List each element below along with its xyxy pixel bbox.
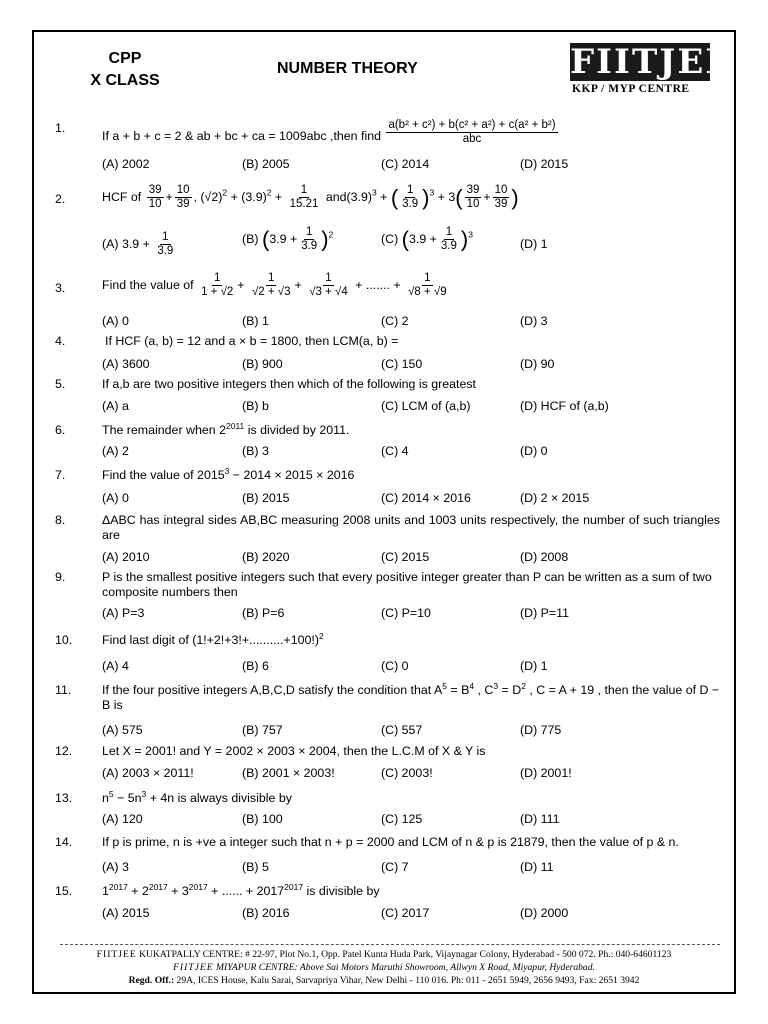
question-text: If a,b are two positive integers then which of the following is greatest <box>102 377 476 391</box>
frac-num: 1 <box>406 184 414 196</box>
opt-frac <box>299 226 319 253</box>
q8-option-d: (D) 2008 <box>520 550 569 564</box>
frac-num: 1 <box>213 272 221 284</box>
q2-frac-4 <box>400 184 420 211</box>
question-number: 9. <box>55 570 66 584</box>
question-text <box>102 420 720 438</box>
q12-option-c: (C) 2003! <box>381 766 433 780</box>
q1-option-d: (D) 2015 <box>520 157 569 171</box>
sup: 2017 <box>108 881 128 892</box>
q3-text: Find the value of <box>102 277 194 292</box>
q3-frac-1 <box>199 272 235 299</box>
q14-option-a: (A) 3 <box>102 860 129 874</box>
question-text <box>102 465 720 483</box>
frac-num: 1 <box>162 231 169 243</box>
q11-text-e: , C = A + 19 , then the value of D − B is <box>102 683 720 712</box>
q14-option-b: (B) 5 <box>242 860 269 874</box>
q14-option-c: (C) 7 <box>381 860 409 874</box>
q6-option-d: (D) 0 <box>520 444 548 458</box>
question-text: Find the value of $\frac{1}{1 + √2}$ + $\frac{1}{√2 + √3}$ + $\frac{1}{√3 + √4}$ + ....... + $\frac{1}{√8 + √9}$ <box>102 272 447 298</box>
fiitjee-logo: FIITJEE <box>570 42 734 82</box>
q4-option-b: (B) 900 <box>242 357 283 371</box>
q1-text: If a + b + c = 2 & ab + bc + ca = 1009abc ,then find <box>102 128 381 143</box>
q13-text-c: + 4n is always divisible by <box>146 791 292 805</box>
q3-dots: + ....... + <box>355 277 401 292</box>
q15-option-c: (C) 2017 <box>381 906 430 920</box>
question-number: 3. <box>55 281 66 295</box>
q5-option-c: (C) LCM of (a,b) <box>381 399 471 413</box>
cpp-label <box>80 48 170 92</box>
q5-option-d: (D) HCF of (a,b) <box>520 399 609 413</box>
q3-option-b: (B) 1 <box>242 314 269 328</box>
q15-text-c: + 3 <box>167 884 189 898</box>
frac-den: 10 <box>148 198 162 210</box>
frac-den: √8 + √9 <box>408 286 447 298</box>
frac-den: 1 + √2 <box>201 286 234 298</box>
frac-den: 10 <box>466 198 480 210</box>
q4-option-a: (A) 3600 <box>102 357 150 371</box>
q15-option-b: (B) 2016 <box>242 906 290 920</box>
q1-frac-num: a(b² + c²) + b(c² + a²) + c(a² + b²) <box>388 119 556 131</box>
option-label: (A) 3.9 + <box>102 236 150 251</box>
opt-base: 3.9 + <box>408 231 437 246</box>
q15-text-a: 1 <box>102 884 109 898</box>
frac-den: 3.9 <box>301 240 318 252</box>
frac-den: 3.9 <box>440 240 457 252</box>
q2-text-b: , (√2) <box>193 189 223 204</box>
question-text <box>102 119 720 150</box>
q10-option-d: (D) 1 <box>520 659 548 673</box>
centre-label: KKP / MYP CENTRE <box>572 83 690 95</box>
sup: 3 <box>493 680 499 691</box>
q1-option-c: (C) 2014 <box>381 157 430 171</box>
q14-option-d: (D) 11 <box>520 860 554 874</box>
q2-frac-5 <box>465 184 482 211</box>
q1-option-a: (A) 2002 <box>102 157 150 171</box>
q2-frac-6 <box>493 184 510 211</box>
q2-option-a <box>102 231 177 258</box>
q4-option-c: (C) 150 <box>381 357 423 371</box>
question-number: 11. <box>55 683 72 697</box>
question-number: 8. <box>55 513 66 527</box>
question-text <box>102 881 720 899</box>
question-text <box>102 630 720 648</box>
question-number: 1. <box>55 121 66 135</box>
q7-text-b: − 2014 × 2015 × 2016 <box>229 468 355 482</box>
q13-text-b: − 5n <box>113 791 142 805</box>
question-text: ΔABC has integral sides AB,BC measuring 2008 units and 1003 units respectively, the number of such triangles are <box>102 513 720 542</box>
class-text: X CLASS <box>90 72 160 89</box>
q11-option-d: (D) 775 <box>520 723 562 737</box>
q10-text: Find last digit of (1!+2!+3!+..........+100!) <box>102 633 319 647</box>
question-number: 12. <box>55 744 73 758</box>
frac-num: 39 <box>148 184 162 196</box>
q7-text-a: Find the value of 2015 <box>102 468 225 482</box>
option-label: (B) <box>242 231 259 246</box>
frac-den: √2 + √3 <box>251 286 291 298</box>
sup: 3 <box>141 788 147 799</box>
footer-line-1 <box>34 949 734 960</box>
q10-option-c: (C) 0 <box>381 659 409 673</box>
frac-den: 15.21 <box>289 198 319 210</box>
footer-line-2 <box>34 962 734 973</box>
q6-option-b: (B) 3 <box>242 444 269 458</box>
question-number: 14. <box>55 835 73 849</box>
q11-text-b: = B <box>446 683 470 697</box>
question-text: Let X = 2001! and Y = 2002 × 2003 × 2004, then the L.C.M of X & Y is <box>102 744 486 758</box>
q5-option-a: (A) a <box>102 399 129 413</box>
page-title: NUMBER THEORY <box>277 60 418 77</box>
option-label: (C) <box>381 231 399 246</box>
q13-option-c: (C) 125 <box>381 812 423 826</box>
question-number: 15. <box>55 884 73 898</box>
opt-base: 3.9 + <box>269 231 298 246</box>
question-text: P is the smallest positive integers such that every positive integer greater than P can be written as a sum of two composite numbers then <box>102 570 712 599</box>
q3-option-c: (C) 2 <box>381 314 409 328</box>
question-number: 5. <box>55 377 66 391</box>
sup: 2017 <box>284 881 304 892</box>
q1-fraction <box>386 119 557 146</box>
q3-frac-4 <box>406 272 449 299</box>
sup: 5 <box>442 680 447 691</box>
question-number: 13. <box>55 791 73 805</box>
question-number: 4. <box>55 334 66 348</box>
q3-option-a: (A) 0 <box>102 314 129 328</box>
q11-text-a: If the four positive integers A,B,C,D satisfy the condition that A <box>102 683 443 697</box>
q12-option-a: (A) 2003 × 2011! <box>102 766 194 780</box>
q9-option-d: (D) P=11 <box>520 606 570 620</box>
q9-option-b: (B) P=6 <box>242 606 285 620</box>
q3-option-d: (D) 3 <box>520 314 548 328</box>
frac-num: 1 <box>424 272 431 284</box>
q15-text-b: + 2 <box>127 884 149 898</box>
frac-den: 3.9 <box>157 245 174 257</box>
q15-option-d: (D) 2000 <box>520 906 569 920</box>
q10-option-a: (A) 4 <box>102 659 129 673</box>
frac-num: 10 <box>176 184 190 196</box>
q7-option-c: (C) 2014 × 2016 <box>381 491 471 505</box>
q6-exponent: 2011 <box>225 420 245 431</box>
q11-option-a: (A) 575 <box>102 723 143 737</box>
question-number: 6. <box>55 423 66 437</box>
frac-den: 3.9 <box>402 198 419 210</box>
q2-frac-2 <box>175 184 192 211</box>
footer-text: KUKATPALLY CENTRE: # 22-97, Plot No.1, Opp. Patel Kunta Huda Park, Vijaynagar Colony, Hyderabad - 500 072. Ph.: 040-64601123 <box>136 949 672 960</box>
q1-option-b: (B) 2005 <box>242 157 290 171</box>
q4-option-d: (D) 90 <box>520 357 555 371</box>
q12-option-d: (D) 2001! <box>520 766 572 780</box>
footer-divider <box>60 944 720 945</box>
frac-num: 1 <box>306 226 313 238</box>
q8-option-b: (B) 2020 <box>242 550 290 564</box>
footer-text: 29A, ICES House, Kalu Sarai, Sarvapriya Vihar, New Delhi - 110 016. Ph: 011 - 2651 5949, 2656 9493, Fax: 2651 3942 <box>174 975 640 986</box>
sup: 2 <box>521 680 526 691</box>
q2-option-d: (D) 1 <box>520 237 548 251</box>
frac-num: 10 <box>494 184 508 196</box>
question-text: If HCF (a, b) = 12 and a × b = 1800, then LCM(a, b) = <box>105 334 399 348</box>
q13-option-d: (D) 111 <box>520 812 560 826</box>
frac-den: 39 <box>176 198 190 210</box>
footer-brand: FIITJEE <box>96 949 137 960</box>
opt-frac <box>439 226 459 253</box>
question-text <box>102 788 720 806</box>
q11-text-c: , C <box>474 683 494 697</box>
q2-text-e: + 3 <box>434 189 456 204</box>
frac-num: 39 <box>466 184 480 196</box>
q3-frac-3 <box>307 272 350 299</box>
question-text: HCF of $\frac{39}{10}$ + $\frac{10}{39}$ , $(√2)^2 + (3.9)^2$ + $\frac{1}{15.21}$ $and(3.9)^3$ + ( $\frac{1}{3.9}$ )$^3$ + 3( $\frac{39}{10}$ + $\frac{10}{39}$ ) <box>102 184 519 210</box>
q10-exponent: 2 <box>318 630 324 641</box>
q6-text-b: is divided by 2011. <box>244 423 350 437</box>
q9-option-a: (A) P=3 <box>102 606 145 620</box>
footer-line-3 <box>34 975 734 986</box>
q12-option-b: (B) 2001 × 2003! <box>242 766 335 780</box>
cpp-text: CPP <box>108 50 142 67</box>
q13-text-a: n <box>102 791 109 805</box>
frac-den: √3 + √4 <box>309 286 348 298</box>
q2-option-c: (C) (3.9 + $\frac{1}{3.9}$ )$^3$ <box>381 226 473 252</box>
q15-text-d: + ...... + 2017 <box>207 884 285 898</box>
q11-option-c: (C) 557 <box>381 723 423 737</box>
sup: 2017 <box>148 881 168 892</box>
q7-option-a: (A) 0 <box>102 491 129 505</box>
q2-frac-1 <box>147 184 164 211</box>
footer-label: Regd. Off.: <box>128 975 175 986</box>
question-text <box>102 680 720 713</box>
q6-option-c: (C) 4 <box>381 444 409 458</box>
sup: 2017 <box>188 881 208 892</box>
q1-frac-den: abc <box>462 133 482 145</box>
q13-option-a: (A) 120 <box>102 812 143 826</box>
q7-exponent: 3 <box>224 465 230 476</box>
question-number: 7. <box>55 468 66 482</box>
q7-option-b: (B) 2015 <box>242 491 290 505</box>
frac-num: 1 <box>268 272 275 284</box>
q6-text-a: The remainder when 2 <box>102 423 226 437</box>
frac-den: 39 <box>494 198 508 210</box>
opt-frac <box>155 231 175 258</box>
q2-text-c: + (3.9) <box>227 189 267 204</box>
question-number: 2. <box>55 192 66 206</box>
q2-frac-3 <box>288 184 321 211</box>
q3-frac-2 <box>250 272 293 299</box>
footer-text: MIYAPUR CENTRE: Above Sai Motors Maruthi Showroom, Allwyn X Road, Miyapur, Hyderabad. <box>213 962 595 973</box>
frac-num: 1 <box>445 226 453 238</box>
q11-text-d: = D <box>498 683 522 697</box>
question-text: If p is prime, n is +ve a integer such that n + p = 2000 and LCM of n & p is 21879, then the value of p & n. <box>102 835 679 849</box>
q5-option-b: (B) b <box>242 399 269 413</box>
q13-option-b: (B) 100 <box>242 812 283 826</box>
frac-num: 1 <box>300 184 308 196</box>
q2-option-b: (B) (3.9 + $\frac{1}{3.9}$ )$^2$ <box>242 226 334 252</box>
q2-text-d: and(3.9) <box>325 189 372 204</box>
q6-option-a: (A) 2 <box>102 444 129 458</box>
q8-option-a: (A) 2010 <box>102 550 150 564</box>
q11-option-b: (B) 757 <box>242 723 283 737</box>
q2-text-a: HCF of <box>102 189 142 204</box>
frac-num: 1 <box>325 272 332 284</box>
q15-option-a: (A) 2015 <box>102 906 150 920</box>
q8-option-c: (C) 2015 <box>381 550 430 564</box>
question-number: 10. <box>55 633 73 647</box>
q10-option-b: (B) 6 <box>242 659 269 673</box>
footer-brand: FIITJEE <box>173 962 214 973</box>
q15-text-e: is divisible by <box>303 884 380 898</box>
q7-option-d: (D) 2 × 2015 <box>520 491 590 505</box>
q9-option-c: (C) P=10 <box>381 606 431 620</box>
sup: 4 <box>469 680 475 691</box>
sup: 5 <box>108 788 114 799</box>
